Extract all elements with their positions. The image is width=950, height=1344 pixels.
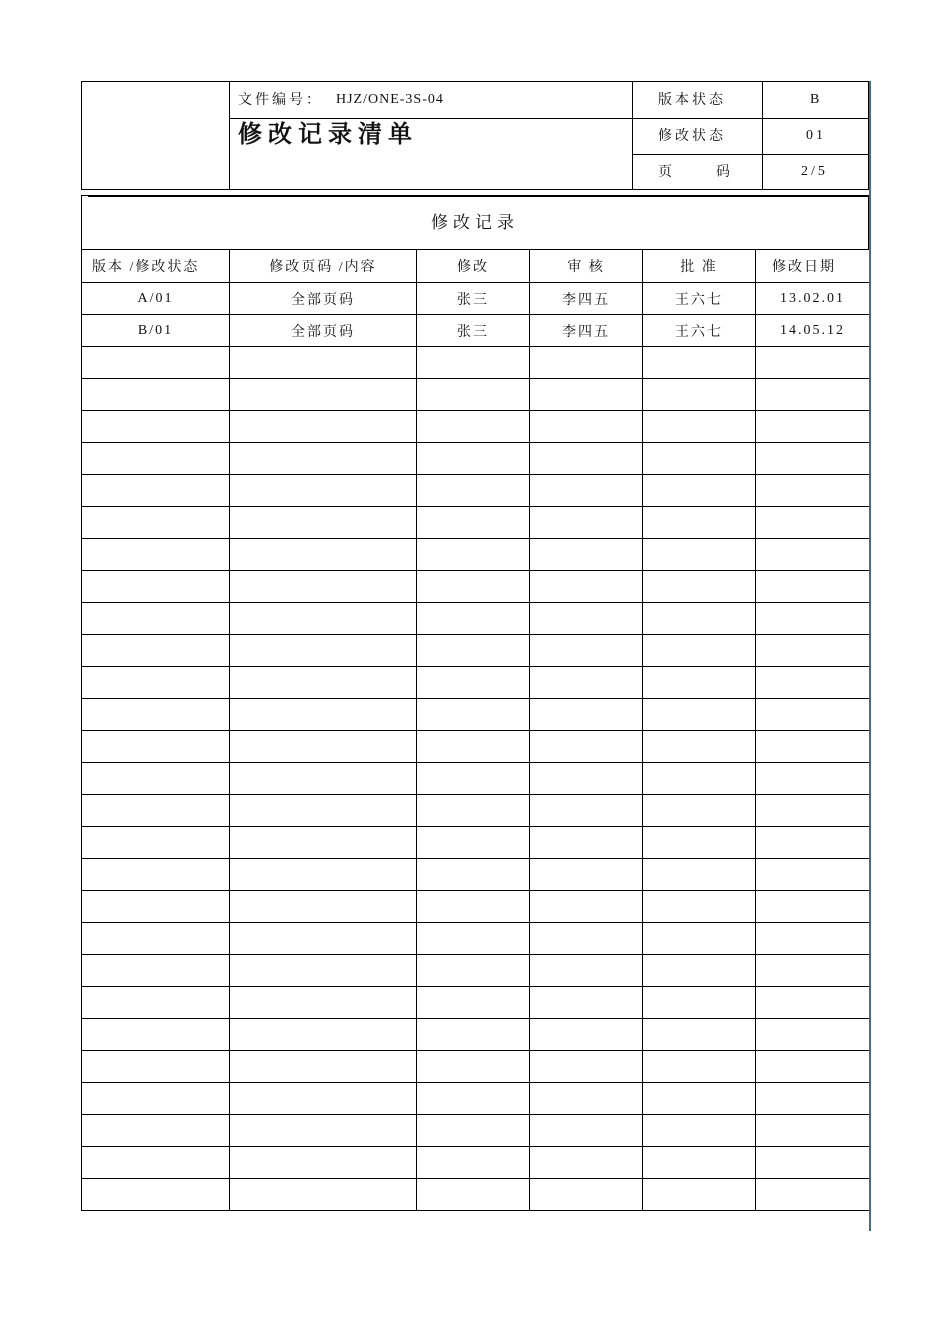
empty-cell (530, 1083, 643, 1115)
empty-cell (643, 667, 756, 699)
table-cell: 张三 (417, 283, 530, 315)
empty-cell (643, 603, 756, 635)
empty-cell (756, 667, 870, 699)
empty-cell (530, 443, 643, 475)
empty-cell (643, 1019, 756, 1051)
empty-row (82, 379, 870, 411)
empty-cell (530, 763, 643, 795)
page-label-2: 码 (716, 165, 733, 180)
empty-cell (230, 1051, 417, 1083)
empty-row (82, 1179, 870, 1211)
empty-cell (530, 987, 643, 1019)
empty-cell (530, 827, 643, 859)
empty-cell (643, 1147, 756, 1179)
empty-cell (530, 955, 643, 987)
empty-cell (230, 635, 417, 667)
empty-cell (417, 1147, 530, 1179)
empty-cell (230, 667, 417, 699)
empty-cell (756, 763, 870, 795)
empty-row (82, 443, 870, 475)
column-header: 修改页码 /内容 (230, 250, 417, 283)
revision-value: 01 (806, 128, 826, 143)
empty-cell (756, 507, 870, 539)
empty-cell (643, 443, 756, 475)
empty-row (82, 987, 870, 1019)
empty-cell (756, 955, 870, 987)
column-header: 修改日期 (756, 250, 870, 283)
empty-cell (756, 827, 870, 859)
empty-cell (230, 987, 417, 1019)
empty-cell (643, 891, 756, 923)
empty-row (82, 923, 870, 955)
empty-cell (82, 667, 230, 699)
empty-cell (230, 827, 417, 859)
empty-cell (530, 507, 643, 539)
empty-cell (530, 571, 643, 603)
empty-cell (82, 507, 230, 539)
empty-cell (82, 475, 230, 507)
empty-cell (417, 539, 530, 571)
empty-row (82, 955, 870, 987)
empty-cell (417, 667, 530, 699)
empty-cell (230, 443, 417, 475)
empty-cell (230, 1115, 417, 1147)
empty-cell (756, 699, 870, 731)
empty-cell (417, 859, 530, 891)
empty-row (82, 763, 870, 795)
empty-cell (756, 1019, 870, 1051)
empty-row (82, 1083, 870, 1115)
empty-cell (756, 1051, 870, 1083)
empty-cell (530, 475, 643, 507)
version-value: B (810, 92, 823, 107)
empty-cell (530, 859, 643, 891)
empty-cell (230, 347, 417, 379)
empty-row (82, 1051, 870, 1083)
empty-cell (230, 1147, 417, 1179)
empty-cell (530, 1179, 643, 1211)
empty-cell (82, 987, 230, 1019)
section-title: 修改记录 (431, 213, 519, 232)
doc-number-label: 文件编号： (238, 93, 323, 108)
empty-cell (417, 379, 530, 411)
empty-cell (82, 443, 230, 475)
empty-cell (82, 699, 230, 731)
table-cell: 王六七 (643, 315, 756, 347)
empty-cell (643, 1083, 756, 1115)
empty-cell (530, 731, 643, 763)
empty-cell (230, 475, 417, 507)
empty-cell (417, 1179, 530, 1211)
empty-cell (417, 1115, 530, 1147)
empty-cell (756, 475, 870, 507)
empty-cell (230, 731, 417, 763)
header-divider (632, 82, 633, 189)
page-value: 2/5 (801, 164, 828, 179)
empty-cell (530, 379, 643, 411)
column-header: 批 准 (643, 250, 756, 283)
table-row (82, 315, 870, 347)
empty-row (82, 347, 870, 379)
empty-cell (530, 411, 643, 443)
table-header-row (82, 250, 870, 283)
empty-cell (756, 795, 870, 827)
empty-row (82, 859, 870, 891)
empty-cell (530, 1051, 643, 1083)
empty-cell (756, 1083, 870, 1115)
table-cell: 全部页码 (230, 283, 417, 315)
page-label: 页 (658, 165, 675, 180)
empty-cell (82, 731, 230, 763)
empty-cell (643, 1115, 756, 1147)
empty-cell (82, 859, 230, 891)
table-cell: 王六七 (643, 283, 756, 315)
empty-cell (230, 1083, 417, 1115)
empty-cell (230, 955, 417, 987)
empty-cell (82, 1051, 230, 1083)
empty-cell (417, 571, 530, 603)
empty-cell (643, 507, 756, 539)
empty-cell (417, 955, 530, 987)
empty-cell (417, 795, 530, 827)
empty-cell (417, 1019, 530, 1051)
empty-cell (417, 635, 530, 667)
column-header: 修改 (417, 250, 530, 283)
empty-cell (643, 859, 756, 891)
empty-cell (230, 795, 417, 827)
empty-row (82, 699, 870, 731)
empty-cell (230, 603, 417, 635)
empty-cell (82, 1019, 230, 1051)
empty-cell (643, 827, 756, 859)
empty-cell (756, 347, 870, 379)
empty-cell (756, 891, 870, 923)
empty-cell (82, 635, 230, 667)
empty-cell (756, 987, 870, 1019)
empty-cell (530, 603, 643, 635)
document-title: 修改记录清单 (238, 122, 418, 148)
empty-cell (643, 571, 756, 603)
empty-row (82, 411, 870, 443)
empty-cell (756, 1147, 870, 1179)
empty-cell (82, 955, 230, 987)
empty-cell (643, 347, 756, 379)
empty-row (82, 891, 870, 923)
empty-cell (643, 699, 756, 731)
empty-cell (230, 571, 417, 603)
empty-row (82, 603, 870, 635)
empty-row (82, 731, 870, 763)
empty-cell (230, 507, 417, 539)
empty-cell (417, 507, 530, 539)
empty-cell (82, 763, 230, 795)
empty-cell (756, 859, 870, 891)
empty-cell (756, 539, 870, 571)
empty-cell (530, 795, 643, 827)
empty-cell (530, 539, 643, 571)
empty-cell (530, 667, 643, 699)
empty-cell (417, 603, 530, 635)
empty-cell (230, 859, 417, 891)
header-divider (762, 82, 763, 189)
section-header (81, 195, 869, 249)
empty-row (82, 635, 870, 667)
empty-row (82, 1147, 870, 1179)
empty-cell (230, 891, 417, 923)
header-divider (632, 154, 868, 155)
empty-cell (530, 699, 643, 731)
empty-cell (643, 763, 756, 795)
revision-table (81, 249, 870, 1211)
table-cell: B/01 (82, 315, 230, 347)
empty-row (82, 1115, 870, 1147)
empty-cell (417, 1083, 530, 1115)
empty-cell (417, 699, 530, 731)
empty-cell (82, 1147, 230, 1179)
empty-cell (756, 411, 870, 443)
empty-row (82, 795, 870, 827)
empty-cell (417, 987, 530, 1019)
empty-row (82, 571, 870, 603)
empty-row (82, 507, 870, 539)
table-cell: 张三 (417, 315, 530, 347)
empty-cell (643, 475, 756, 507)
empty-cell (530, 1147, 643, 1179)
empty-cell (643, 411, 756, 443)
empty-cell (643, 635, 756, 667)
empty-cell (417, 891, 530, 923)
empty-cell (756, 603, 870, 635)
empty-cell (643, 987, 756, 1019)
empty-cell (230, 411, 417, 443)
empty-cell (643, 731, 756, 763)
header-divider (229, 82, 230, 189)
empty-cell (417, 923, 530, 955)
empty-cell (643, 379, 756, 411)
empty-row (82, 539, 870, 571)
section-rule (88, 195, 868, 197)
empty-cell (417, 763, 530, 795)
revision-label: 修改状态 (658, 129, 726, 144)
empty-cell (530, 1115, 643, 1147)
empty-cell (230, 699, 417, 731)
empty-cell (530, 1019, 643, 1051)
empty-cell (417, 1051, 530, 1083)
empty-cell (530, 347, 643, 379)
empty-row (82, 1019, 870, 1051)
empty-cell (82, 827, 230, 859)
empty-cell (230, 379, 417, 411)
empty-cell (756, 923, 870, 955)
empty-cell (643, 1051, 756, 1083)
empty-cell (82, 1179, 230, 1211)
empty-cell (756, 731, 870, 763)
empty-cell (230, 763, 417, 795)
empty-cell (417, 443, 530, 475)
empty-cell (82, 603, 230, 635)
header-divider (229, 118, 868, 119)
empty-cell (643, 955, 756, 987)
empty-cell (756, 379, 870, 411)
empty-cell (756, 571, 870, 603)
table-cell: 全部页码 (230, 315, 417, 347)
empty-cell (82, 1083, 230, 1115)
column-header: 版本 /修改状态 (82, 250, 230, 283)
document-header (81, 81, 869, 190)
table-cell: A/01 (82, 283, 230, 315)
empty-cell (417, 475, 530, 507)
empty-cell (82, 379, 230, 411)
empty-cell (643, 923, 756, 955)
empty-cell (82, 539, 230, 571)
empty-cell (417, 731, 530, 763)
empty-cell (756, 1179, 870, 1211)
empty-cell (82, 891, 230, 923)
empty-cell (82, 795, 230, 827)
empty-row (82, 475, 870, 507)
empty-cell (530, 891, 643, 923)
column-header: 审 核 (530, 250, 643, 283)
empty-cell (82, 923, 230, 955)
table-cell: 13.02.01 (756, 283, 870, 315)
empty-cell (417, 411, 530, 443)
empty-cell (230, 923, 417, 955)
empty-cell (230, 539, 417, 571)
empty-cell (530, 635, 643, 667)
empty-cell (82, 1115, 230, 1147)
empty-cell (530, 923, 643, 955)
empty-cell (756, 635, 870, 667)
empty-cell (82, 347, 230, 379)
empty-row (82, 827, 870, 859)
empty-cell (756, 443, 870, 475)
empty-cell (643, 1179, 756, 1211)
table-cell: 李四五 (530, 315, 643, 347)
table-cell: 14.05.12 (756, 315, 870, 347)
empty-cell (82, 411, 230, 443)
empty-cell (230, 1179, 417, 1211)
empty-row (82, 667, 870, 699)
empty-cell (82, 571, 230, 603)
doc-number: HJZ/ONE-3S-04 (336, 92, 444, 107)
table-row (82, 283, 870, 315)
empty-cell (643, 539, 756, 571)
table-cell: 李四五 (530, 283, 643, 315)
empty-cell (417, 827, 530, 859)
right-edge-bar (869, 81, 871, 1231)
empty-cell (756, 1115, 870, 1147)
empty-cell (643, 795, 756, 827)
version-label: 版本状态 (658, 93, 726, 108)
empty-cell (417, 347, 530, 379)
empty-cell (230, 1019, 417, 1051)
